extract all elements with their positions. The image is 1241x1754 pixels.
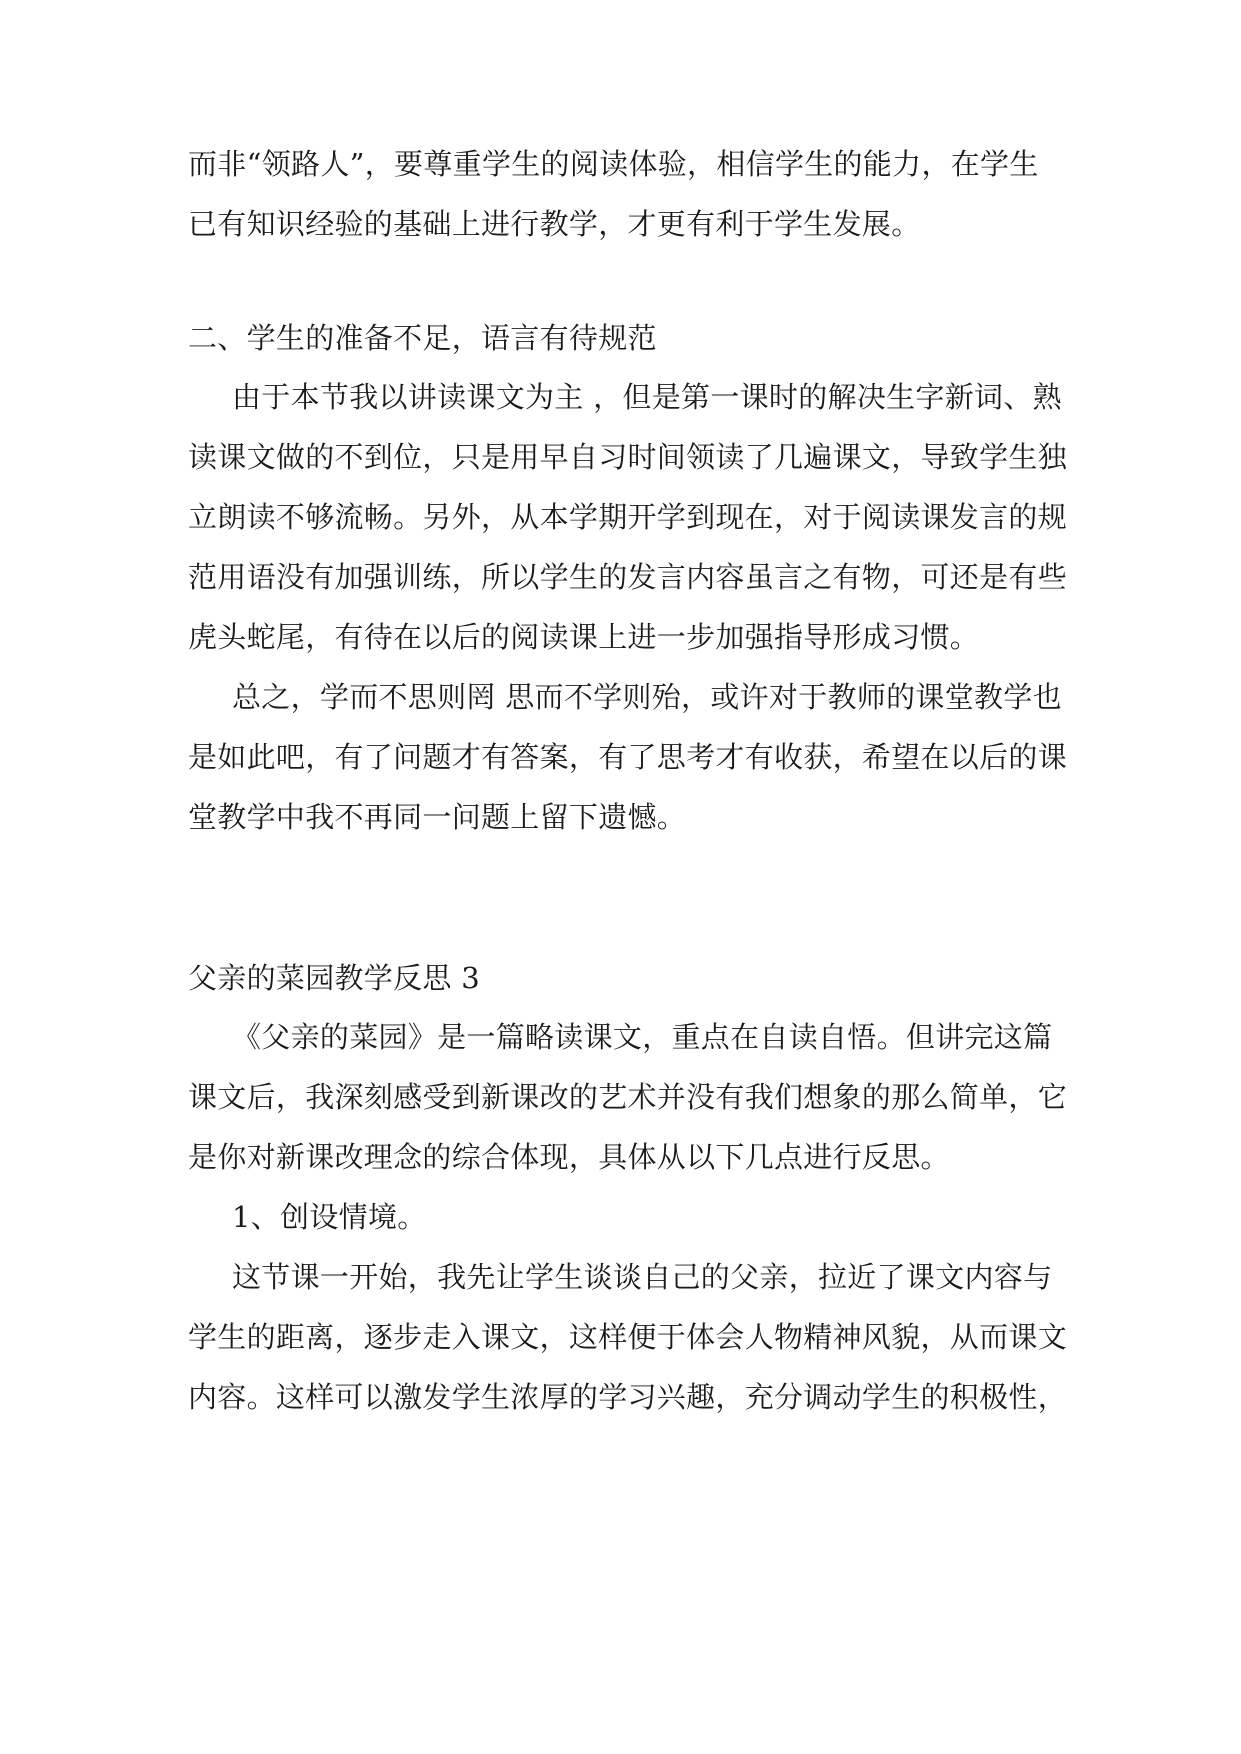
section-heading: 二、学生的准备不足，语言有待规范 [188,321,657,355]
text-line: 堂教学中我不再同一问题上留下遗憾。 [188,800,687,834]
text-line: 而非“领路人”，要尊重学生的阅读体验，相信学生的能力，在学生 [188,147,1039,181]
text-line: 课文后，我深刻感受到新课改的艺术并没有我们想象的那么简单，它 [188,1080,1068,1114]
text-line: 已有知识经验的基础上进行教学，才更有利于学生发展。 [188,207,921,241]
text-line: 学生的距离，逐步走入课文，这样便于体会人物精神风貌，从而课文 [188,1320,1068,1354]
text-line: 范用语没有加强训练，所以学生的发言内容虽言之有物，可还是有些 [188,560,1068,594]
text-line: 内容。这样可以激发学生浓厚的学习兴趣，充分调动学生的积极性， [188,1380,1068,1414]
text-line: 这节课一开始，我先让学生谈谈自己的父亲，拉近了课文内容与 [232,1260,1053,1294]
list-item: 1、创设情境。 [232,1200,427,1234]
text-line: 是你对新课改理念的综合体现，具体从以下几点进行反思。 [188,1140,950,1174]
text-line: 立朗读不够流畅。另外，从本学期开学到现在，对于阅读课发言的规 [188,500,1068,534]
text-line: 虎头蛇尾，有待在以后的阅读课上进一步加强指导形成习惯。 [188,620,980,654]
text-line: 总之，学而不思则罔 思而不学则殆，或许对于教师的课堂教学也 [232,680,1062,714]
text-line: 是如此吧，有了问题才有答案，有了思考才有收获，希望在以后的课 [188,740,1068,774]
article-title: 父亲的菜园教学反思 3 [188,961,480,995]
text-line: 读课文做的不到位，只是用早自习时间领读了几遍课文，导致学生独 [188,440,1068,474]
text-line: 《父亲的菜园》是一篇略读课文，重点在自读自悟。但讲完这篇 [232,1020,1053,1054]
text-line: 由于本节我以讲读课文为主 ，但是第一课时的解决生字新词、熟 [232,380,1062,414]
